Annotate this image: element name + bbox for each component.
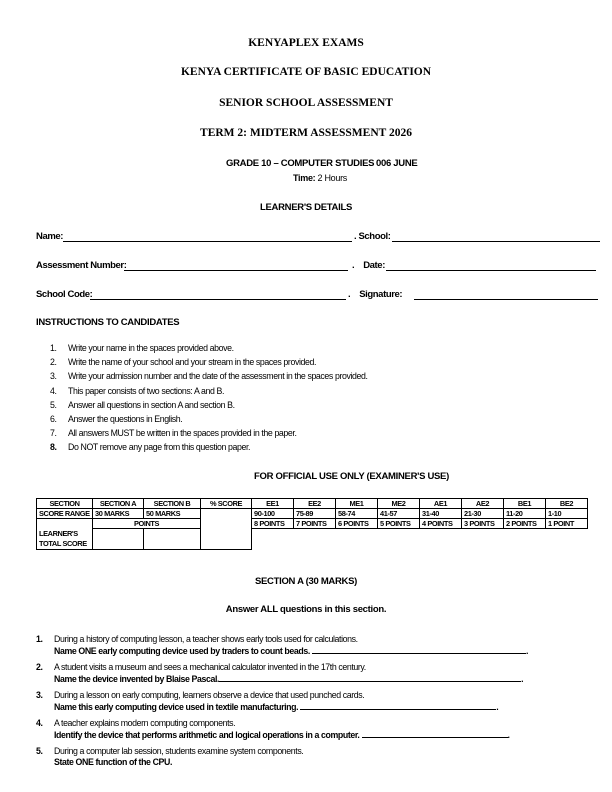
table-cell: 90-100 — [252, 509, 294, 519]
instruction-item: 6. Answer the questions in English. — [50, 413, 183, 424]
learner-details-heading: LEARNER'S DETAILS — [260, 202, 352, 213]
question-text: A teacher explains modern computing components. — [54, 718, 236, 728]
assessment-number-field[interactable] — [124, 270, 348, 271]
table-cell — [336, 529, 378, 550]
answer-line[interactable] — [362, 729, 508, 738]
question-prompt: State ONE function of the CPU. — [54, 757, 172, 767]
date-label: . Date: — [352, 260, 385, 271]
time-label: Time: — [293, 173, 316, 183]
signature-label: . Signature: — [348, 289, 403, 300]
table-row — [37, 519, 588, 529]
instructions-heading: INSTRUCTIONS TO CANDIDATES — [36, 317, 180, 328]
table-cell: 31-40 — [420, 509, 462, 519]
table-cell: 41-57 — [378, 509, 420, 519]
table-cell: % SCORE — [201, 499, 252, 509]
total-score-label: LEARNER'S TOTAL SCORE — [37, 529, 93, 550]
instruction-item: 2. Write the name of your school and your stream in the spaces provided. — [50, 357, 317, 368]
table-cell — [37, 519, 93, 529]
signature-field[interactable] — [414, 299, 598, 300]
table-row — [37, 499, 588, 509]
table-cell: 30 MARKS — [93, 509, 144, 519]
table-cell — [378, 529, 420, 550]
table-cell: 7 POINTS — [294, 519, 336, 529]
table-cell: EE2 — [294, 499, 336, 509]
section-b-score-cell[interactable] — [144, 529, 201, 550]
question-number: 1. — [36, 634, 43, 644]
certificate-title: KENYA CERTIFICATE OF BASIC EDUCATION — [180, 66, 432, 78]
answer-line[interactable] — [312, 645, 526, 654]
table-cell: AE1 — [420, 499, 462, 509]
table-cell: SECTION A — [93, 499, 144, 509]
table-cell — [504, 529, 546, 550]
table-cell: 21-30 — [462, 509, 504, 519]
question-prompt: Identify the device that performs arithmetic and logical operations in a computer. — [54, 730, 360, 740]
exam-body-title: KENYAPLEX EXAMS — [248, 37, 364, 49]
section-a-heading: SECTION A (30 MARKS) — [254, 576, 358, 587]
instruction-item: 8. Do NOT remove any page from this question paper. — [50, 442, 251, 453]
table-cell: 75-89 — [294, 509, 336, 519]
instruction-item: 7. All answers MUST be written in the spaces provided in the paper. — [50, 428, 297, 439]
table-cell: ME1 — [336, 499, 378, 509]
answer-line[interactable] — [219, 673, 521, 682]
section-a-subheading: Answer ALL questions in this section. — [225, 604, 387, 615]
question-text: A student visits a museum and sees a mechanical calculator invented in the 17th century. — [54, 662, 366, 672]
official-use-heading: FOR OFFICIAL USE ONLY (EXAMINER'S USE) — [254, 471, 449, 482]
question-number: 4. — [36, 718, 43, 728]
table-cell: 1 POINT — [546, 519, 588, 529]
assessment-number-label: Assessment Number: — [36, 260, 127, 271]
table-cell — [420, 529, 462, 550]
table-cell: BE2 — [546, 499, 588, 509]
table-cell: 8 POINTS — [252, 519, 294, 529]
table-cell: 3 POINTS — [462, 519, 504, 529]
instruction-item: 1. Write your name in the spaces provided above. — [50, 343, 234, 353]
question-number: 5. — [36, 746, 43, 756]
question-prompt: Name the device invented by Blaise Pascal. — [54, 674, 220, 684]
table-cell: 1-10 — [546, 509, 588, 519]
table-cell — [252, 529, 294, 550]
table-cell: 4 POINTS — [420, 519, 462, 529]
table-cell: ME2 — [378, 499, 420, 509]
answer-line[interactable] — [300, 701, 496, 710]
score-table — [36, 498, 588, 550]
table-cell — [294, 529, 336, 550]
table-cell: 50 MARKS — [144, 509, 201, 519]
table-cell: BE1 — [504, 499, 546, 509]
school-code-label: School Code: — [36, 289, 93, 300]
name-label: Name: — [36, 231, 64, 242]
instructions-list — [50, 343, 368, 457]
instruction-item: 4. This paper consists of two sections: A and B. — [50, 385, 225, 396]
table-cell: 6 POINTS — [336, 519, 378, 529]
grade-subject: GRADE 10 – COMPUTER STUDIES — [226, 158, 375, 169]
table-cell — [462, 529, 504, 550]
date-field[interactable] — [386, 270, 596, 271]
question-prompt: Name this early computing device used in textile manufacturing. — [54, 702, 299, 712]
table-cell: SCORE RANGE — [37, 509, 93, 519]
school-code-field[interactable] — [90, 299, 346, 300]
question-number: 3. — [36, 690, 43, 700]
assessment-title: SENIOR SCHOOL ASSESSMENT — [219, 97, 393, 109]
instruction-item: 3. Write your admission number and the date of the assessment in the spaces provided. — [50, 371, 368, 382]
table-cell: POINTS — [93, 519, 201, 529]
instruction-item: 5. Answer all questions in section A and section B. — [50, 399, 235, 410]
table-cell: SECTION B — [144, 499, 201, 509]
table-cell: 11-20 — [504, 509, 546, 519]
question-text: During a lesson on early computing, learners observe a device that used punched cards. — [54, 690, 365, 700]
exam-date: 006 JUNE — [376, 158, 418, 169]
time-allowed — [293, 173, 347, 183]
name-field[interactable] — [63, 241, 352, 242]
time-value: 2 Hours — [317, 173, 347, 183]
table-cell: 2 POINTS — [504, 519, 546, 529]
table-row — [37, 509, 588, 519]
question-text: During a computer lab session, students examine system components. — [54, 746, 304, 756]
table-cell: SECTION — [37, 499, 93, 509]
table-row — [37, 529, 588, 550]
question-text: During a history of computing lesson, a teacher shows early tools used for calculations. — [54, 634, 358, 644]
table-cell: 5 POINTS — [378, 519, 420, 529]
term-title: TERM 2: MIDTERM ASSESSMENT 2026 — [200, 127, 412, 139]
table-cell: AE2 — [462, 499, 504, 509]
question-number: 2. — [36, 662, 43, 672]
percent-score-cell[interactable] — [201, 509, 252, 550]
table-cell: EE1 — [252, 499, 294, 509]
table-cell: 58-74 — [336, 509, 378, 519]
school-field[interactable] — [392, 241, 600, 242]
table-cell — [546, 529, 588, 550]
school-label: . School: — [354, 231, 391, 242]
question-prompt: Name ONE early computing device used by traders to count beads. — [54, 646, 310, 656]
section-a-score-cell[interactable] — [93, 529, 144, 550]
